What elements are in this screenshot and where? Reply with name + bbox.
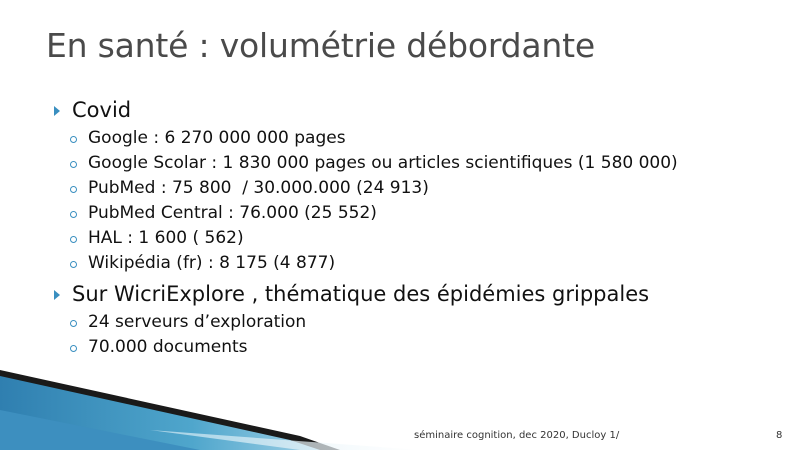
- circle-outline-icon: [70, 211, 77, 218]
- bullet-covid: [50, 96, 790, 124]
- bullet-heading: Sur WicriExplore , thématique des épidémies grippales: [72, 282, 650, 306]
- list-item: 70.000 documents: [50, 335, 790, 360]
- list-item: PubMed Central : 76.000 (25 552): [50, 201, 790, 226]
- circle-outline-icon: [70, 320, 77, 327]
- footer-text: séminaire cognition, dec 2020, Ducloy 1/: [414, 430, 620, 441]
- list-item: HAL : 1 600 ( 562): [50, 226, 790, 251]
- bullet-heading: Covid: [72, 98, 132, 122]
- sub-list: [50, 310, 790, 360]
- list-item: 24 serveurs d’exploration: [50, 310, 790, 335]
- triangle-right-icon: [54, 106, 60, 116]
- triangle-right-icon: [54, 290, 60, 300]
- slide-content: [50, 96, 790, 364]
- slide-title: En santé : volumétrie débordante: [46, 26, 595, 65]
- list-item: Google : 6 270 000 000 pages: [50, 126, 790, 151]
- circle-outline-icon: [70, 261, 77, 268]
- circle-outline-icon: [70, 345, 77, 352]
- page-number: 8: [776, 430, 783, 441]
- list-item: Google Scolar : 1 830 000 pages ou articles scientifiques (1 580 000): [50, 151, 790, 176]
- circle-outline-icon: [70, 186, 77, 193]
- bullet-wicriexplore: [50, 280, 790, 308]
- circle-outline-icon: [70, 136, 77, 143]
- list-item: PubMed : 75 800 / 30.000.000 (24 913): [50, 176, 790, 201]
- list-item: Wikipédia (fr) : 8 175 (4 877): [50, 251, 790, 276]
- circle-outline-icon: [70, 161, 77, 168]
- sub-list: [50, 126, 790, 276]
- circle-outline-icon: [70, 236, 77, 243]
- decorative-swoosh: [0, 360, 800, 450]
